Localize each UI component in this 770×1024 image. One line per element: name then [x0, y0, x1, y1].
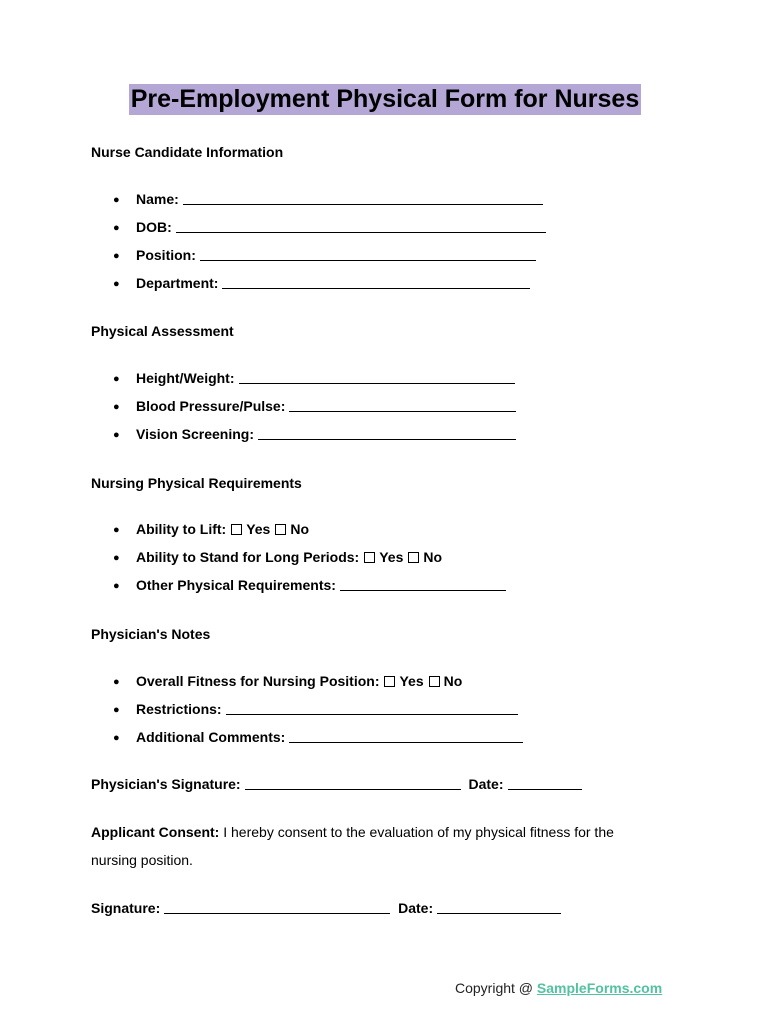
lift-no-checkbox[interactable] [275, 524, 286, 535]
signature-label: Signature: [91, 900, 161, 916]
consent-label: Applicant Consent: [91, 824, 220, 840]
field-name [113, 190, 543, 209]
page-title: Pre-Employment Physical Form for Nurses [130, 85, 640, 113]
copyright-text: Copyright @ [455, 980, 537, 996]
field-label: Height/Weight: [136, 370, 235, 386]
copyright-footer [455, 979, 662, 997]
section-heading-assessment: Physical Assessment [91, 323, 234, 339]
no-label: No [290, 521, 310, 537]
field-label: Vision Screening: [136, 426, 254, 442]
bullet-icon: ● [113, 580, 120, 592]
field-department [113, 274, 530, 293]
field-label: Additional Comments: [136, 729, 286, 745]
bullet-icon: ● [113, 732, 120, 744]
field-label: Name: [136, 191, 179, 207]
field-lift [113, 520, 309, 539]
field-label: DOB: [136, 219, 172, 235]
field-position [113, 246, 536, 265]
bullet-icon: ● [113, 524, 120, 536]
name-input-line[interactable] [183, 192, 543, 205]
bullet-icon: ● [113, 194, 120, 206]
bullet-icon: ● [113, 676, 120, 688]
consent-text-1: I hereby consent to the evaluation of my physical fitness for the [219, 824, 614, 840]
bullet-icon: ● [113, 429, 120, 441]
brand-link[interactable]: SampleForms.com [536, 980, 663, 996]
department-input-line[interactable] [222, 276, 530, 289]
field-label: Restrictions: [136, 701, 222, 717]
lift-yes-checkbox[interactable] [231, 524, 242, 535]
physician-signature-input-line[interactable] [245, 777, 461, 790]
section-heading-notes: Physician's Notes [91, 626, 211, 642]
field-restrictions [113, 700, 518, 719]
bullet-icon: ● [113, 552, 120, 564]
dob-input-line[interactable] [176, 220, 546, 233]
physician-date-input-line[interactable] [508, 777, 582, 790]
yes-label: Yes [379, 549, 404, 565]
field-label: Other Physical Requirements: [136, 577, 336, 593]
comments-input-line[interactable] [289, 730, 523, 743]
fitness-no-checkbox[interactable] [429, 676, 440, 687]
height-weight-input-line[interactable] [239, 371, 515, 384]
field-vision [113, 425, 516, 444]
bullet-icon: ● [113, 222, 120, 234]
field-label: Department: [136, 275, 219, 291]
applicant-date-input-line[interactable] [437, 901, 561, 914]
field-stand [113, 548, 442, 567]
stand-no-checkbox[interactable] [408, 552, 419, 563]
yes-label: Yes [399, 673, 424, 689]
bullet-icon: ● [113, 250, 120, 262]
field-dob [113, 218, 546, 237]
field-label: Overall Fitness for Nursing Position: [136, 673, 380, 689]
bullet-icon: ● [113, 401, 120, 413]
stand-yes-checkbox[interactable] [364, 552, 375, 563]
restrictions-input-line[interactable] [226, 702, 518, 715]
date-label: Date: [398, 900, 434, 916]
section-heading-requirements: Nursing Physical Requirements [91, 475, 302, 491]
vision-input-line[interactable] [258, 427, 516, 440]
field-blood-pressure [113, 397, 516, 416]
other-requirements-input-line[interactable] [340, 578, 506, 591]
fitness-yes-checkbox[interactable] [384, 676, 395, 687]
field-label: Position: [136, 247, 196, 263]
bullet-icon: ● [113, 704, 120, 716]
section-heading-candidate: Nurse Candidate Information [91, 144, 284, 160]
date-label: Date: [468, 776, 504, 792]
field-label: Ability to Stand for Long Periods: [136, 549, 360, 565]
no-label: No [443, 673, 463, 689]
bullet-icon: ● [113, 373, 120, 385]
field-height-weight [113, 369, 515, 388]
field-fitness [113, 672, 462, 691]
field-other-requirements [113, 576, 506, 595]
field-comments [113, 728, 523, 747]
signature-input-line[interactable] [164, 901, 390, 914]
blood-pressure-input-line[interactable] [289, 399, 516, 412]
field-label: Ability to Lift: [136, 521, 227, 537]
physician-signature-row [91, 775, 582, 793]
applicant-signature-row [91, 899, 561, 917]
no-label: No [423, 549, 443, 565]
field-label: Blood Pressure/Pulse: [136, 398, 286, 414]
title-wrap [0, 84, 770, 115]
bullet-icon: ● [113, 278, 120, 290]
yes-label: Yes [246, 521, 271, 537]
physician-signature-label: Physician's Signature: [91, 776, 241, 792]
position-input-line[interactable] [200, 248, 536, 261]
consent-line-2: nursing position. [91, 852, 193, 868]
consent-line-1 [91, 823, 614, 841]
